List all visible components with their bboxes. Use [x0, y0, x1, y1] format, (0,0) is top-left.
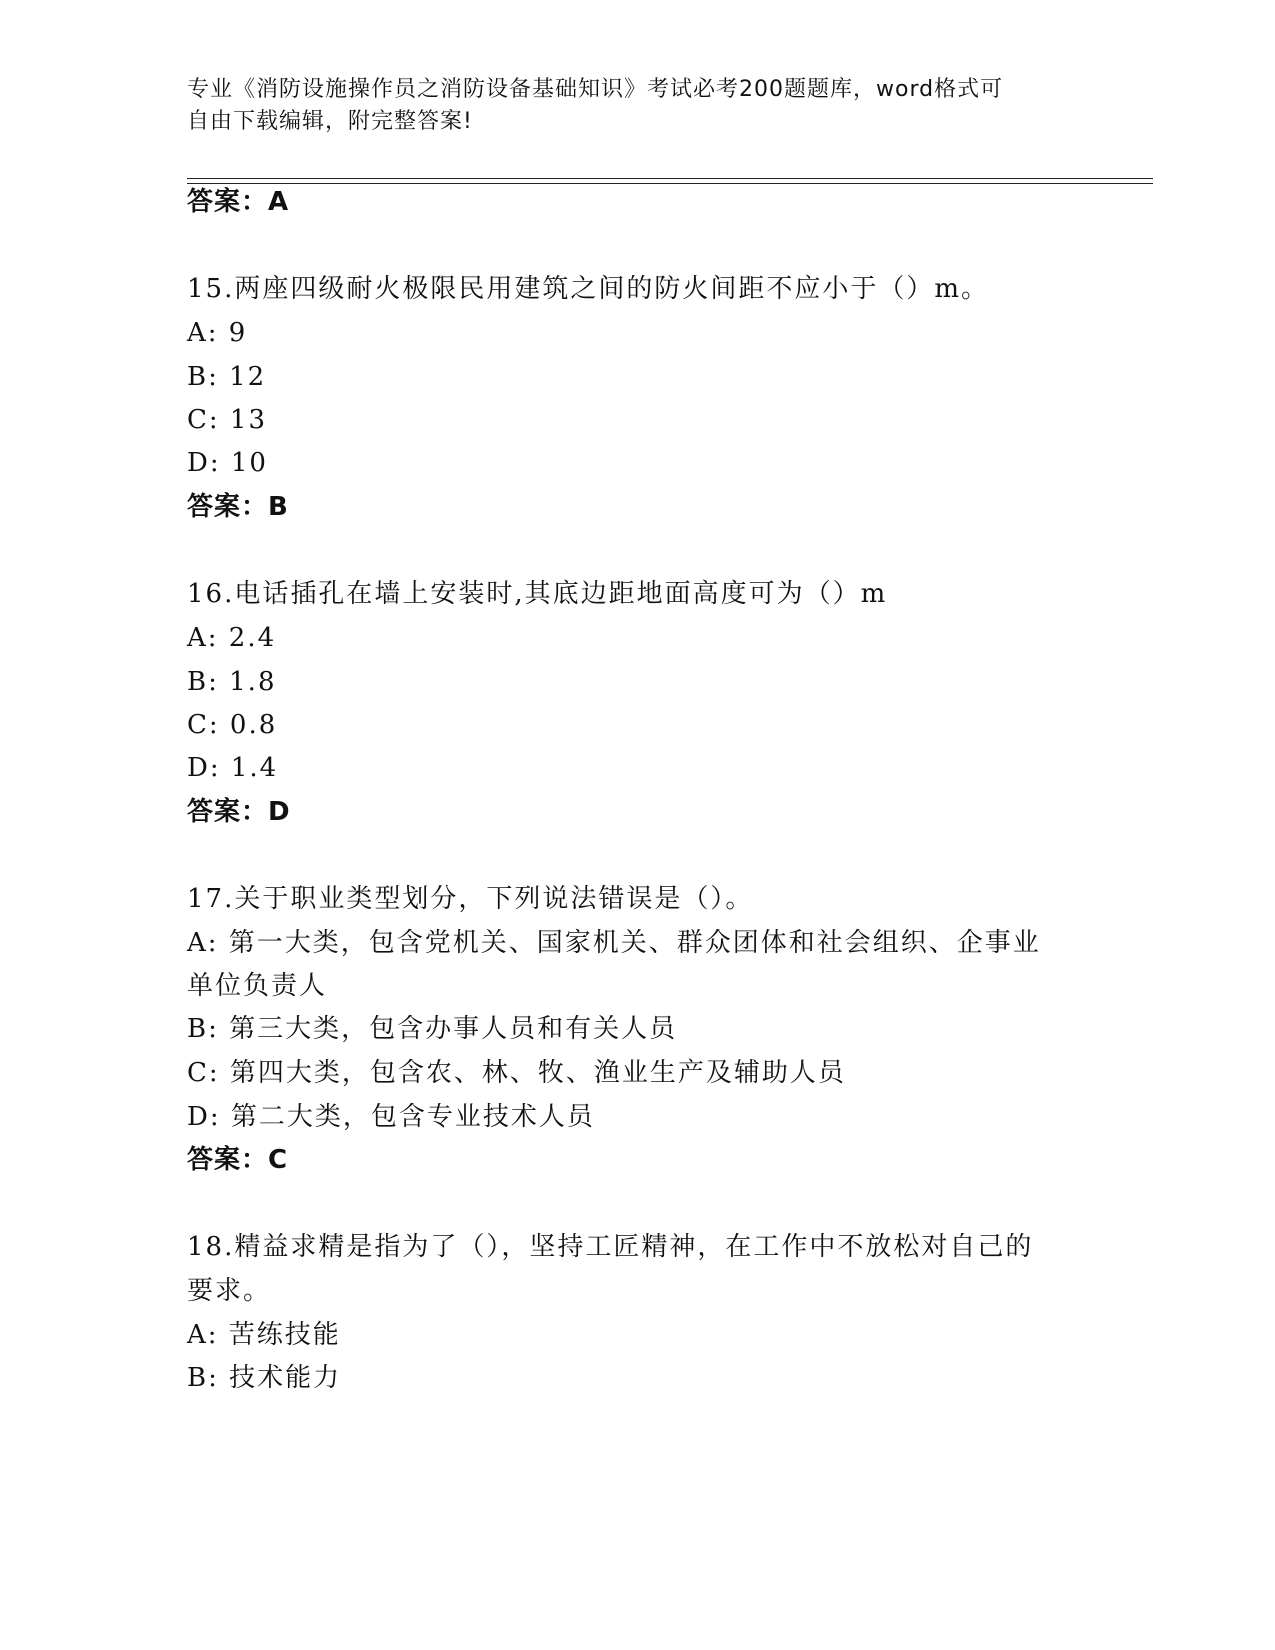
option-b: B: 技术能力 — [187, 1363, 342, 1393]
question-stem: 18.精益求精是指为了（），坚持工匠精神，在工作中不放松对自己的 — [187, 1232, 1034, 1262]
answer-line: 答案：B — [187, 492, 289, 522]
header-line-2: 自由下载编辑，附完整答案! — [187, 109, 473, 134]
option-b: B: 1.8 — [187, 667, 277, 697]
option-b: B: 第三大类，包含办事人员和有关人员 — [187, 1014, 678, 1044]
header-line-1: 专业《消防设施操作员之消防设备基础知识》考试必考200题题库，word格式可 — [187, 77, 1004, 102]
option-a: A: 第一大类，包含党机关、国家机关、群众团体和社会组织、企事业 — [187, 928, 1041, 958]
question-stem: 17.关于职业类型划分，下列说法错误是（）。 — [187, 884, 754, 914]
question-stem: 16.电话插孔在墙上安装时,其底边距地面高度可为（）m — [187, 579, 888, 609]
answer-line: 答案：C — [187, 1145, 289, 1175]
option-c: C: 0.8 — [187, 710, 278, 740]
option-a-continued: 单位负责人 — [187, 971, 328, 1001]
option-d: D: 10 — [187, 448, 268, 478]
answer-line: 答案：D — [187, 797, 291, 827]
option-c: C: 13 — [187, 405, 268, 435]
option-b: B: 12 — [187, 362, 267, 392]
option-a: A: 9 — [187, 318, 248, 348]
question-stem: 15.两座四级耐火极限民用建筑之间的防火间距不应小于（）m。 — [187, 274, 990, 304]
option-a: A: 苦练技能 — [187, 1320, 341, 1350]
answer-line: 答案：A — [187, 187, 290, 217]
document-header — [187, 74, 1087, 138]
header-divider — [187, 178, 1153, 184]
option-a: A: 2.4 — [187, 623, 277, 653]
option-d: D: 1.4 — [187, 753, 279, 783]
question-stem-continued: 要求。 — [187, 1276, 272, 1306]
option-d: D: 第二大类，包含专业技术人员 — [187, 1102, 595, 1132]
option-c: C: 第四大类，包含农、林、牧、渔业生产及辅助人员 — [187, 1058, 846, 1088]
